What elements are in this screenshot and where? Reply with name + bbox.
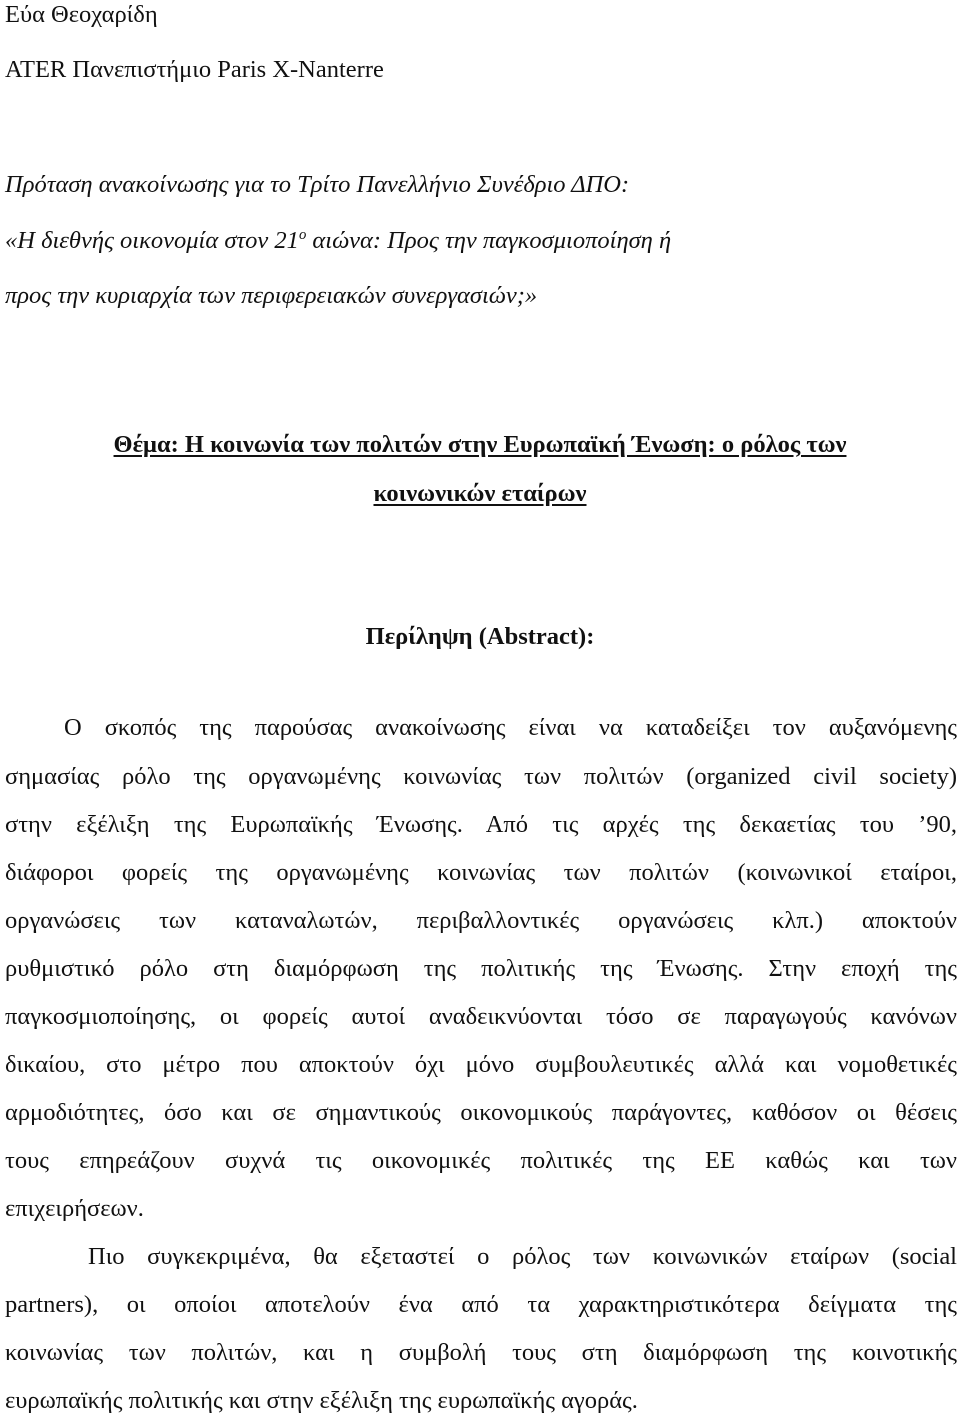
paragraph-1-line: δικαίου, στο μέτρο που αποκτούν όχι μόνο συμβουλευτικές αλλά και νομοθετικές (5, 1051, 957, 1078)
paragraph-2-line: ευρωπαϊκής πολιτικής και στην εξέλιξη της ευρωπαϊκής αγοράς. (5, 1387, 638, 1414)
paragraph-1-line: αρμοδιότητες, όσο και σε σημαντικούς οικονομικούς παράγοντες, καθόσον οι θέσεις (5, 1099, 957, 1126)
proposal-line-2-end: αιώνα: Προς την παγκοσμιοποίηση ή (306, 227, 672, 254)
proposal-line-1: Πρόταση ανακοίνωσης για το Τρίτο Πανελλήνιο Συνέδριο ΔΠΟ: (5, 171, 630, 198)
paragraph-1-line: σημασίας ρόλο της οργανωμένης κοινωνίας των πολιτών (organized civil society) (5, 763, 957, 790)
paragraph-1-line: οργανώσεις των καταναλωτών, περιβαλλοντικές οργανώσεις κλπ.) αποκτούν (5, 907, 957, 934)
paragraph-2-line: Πιο συγκεκριμένα, θα εξεταστεί ο ρόλος των κοινωνικών εταίρων (social (88, 1243, 957, 1270)
topic-line-2: κοινωνικών εταίρων (373, 480, 587, 507)
proposal-line-2 (5, 226, 672, 254)
paragraph-2-line: κοινωνίας των πολιτών, και η συμβολή τους στη διαμόρφωση της κοινοτικής (5, 1339, 957, 1366)
paragraph-1-line: στην εξέλιξη της Ευρωπαϊκής Ένωσης. Από τις αρχές της δεκαετίας του ’90, (5, 811, 957, 838)
proposal-line-3: προς την κυριαρχία των περιφερειακών συνεργασιών;» (5, 282, 538, 309)
paragraph-1-line: τους επηρεάζουν συχνά τις οικονομικές πολιτικές της ΕΕ καθώς και των (5, 1147, 957, 1174)
author-name: Εύα Θεοχαρίδη (5, 1, 158, 28)
paragraph-1-line: Ο σκοπός της παρούσας ανακοίνωσης είναι να καταδείξει τον αυξανόμενης (64, 714, 957, 741)
paragraph-1-line: διάφοροι φορείς της οργανωμένης κοινωνίας των πολιτών (κοινωνικοί εταίροι, (5, 859, 957, 886)
topic-line-1: Θέμα: Η κοινωνία των πολιτών στην Ευρωπαϊκή Ένωση: ο ρόλος των (113, 431, 847, 458)
author-affiliation: ATER Πανεπιστήμιο Paris X-Nanterre (5, 56, 384, 83)
abstract-heading: Περίληψη (Abstract): (365, 623, 595, 650)
paragraph-1-line: ρυθμιστικό ρόλο στη διαμόρφωση της πολιτικής της Ένωσης. Στην εποχή της (5, 955, 957, 982)
paragraph-2-line: partners), οι οποίοι αποτελούν ένα από τα χαρακτηριστικότερα δείγματα της (5, 1291, 957, 1318)
ordinal-superscript: ο (298, 226, 307, 243)
paragraph-1-line: παγκοσμιοποίησης, οι φορείς αυτοί αναδεικνύονται τόσο σε παραγωγούς κανόνων (5, 1003, 957, 1030)
proposal-line-2-start: «Η διεθνής οικονομία στον 21 (5, 227, 299, 254)
paragraph-1-line: επιχειρήσεων. (5, 1195, 144, 1222)
